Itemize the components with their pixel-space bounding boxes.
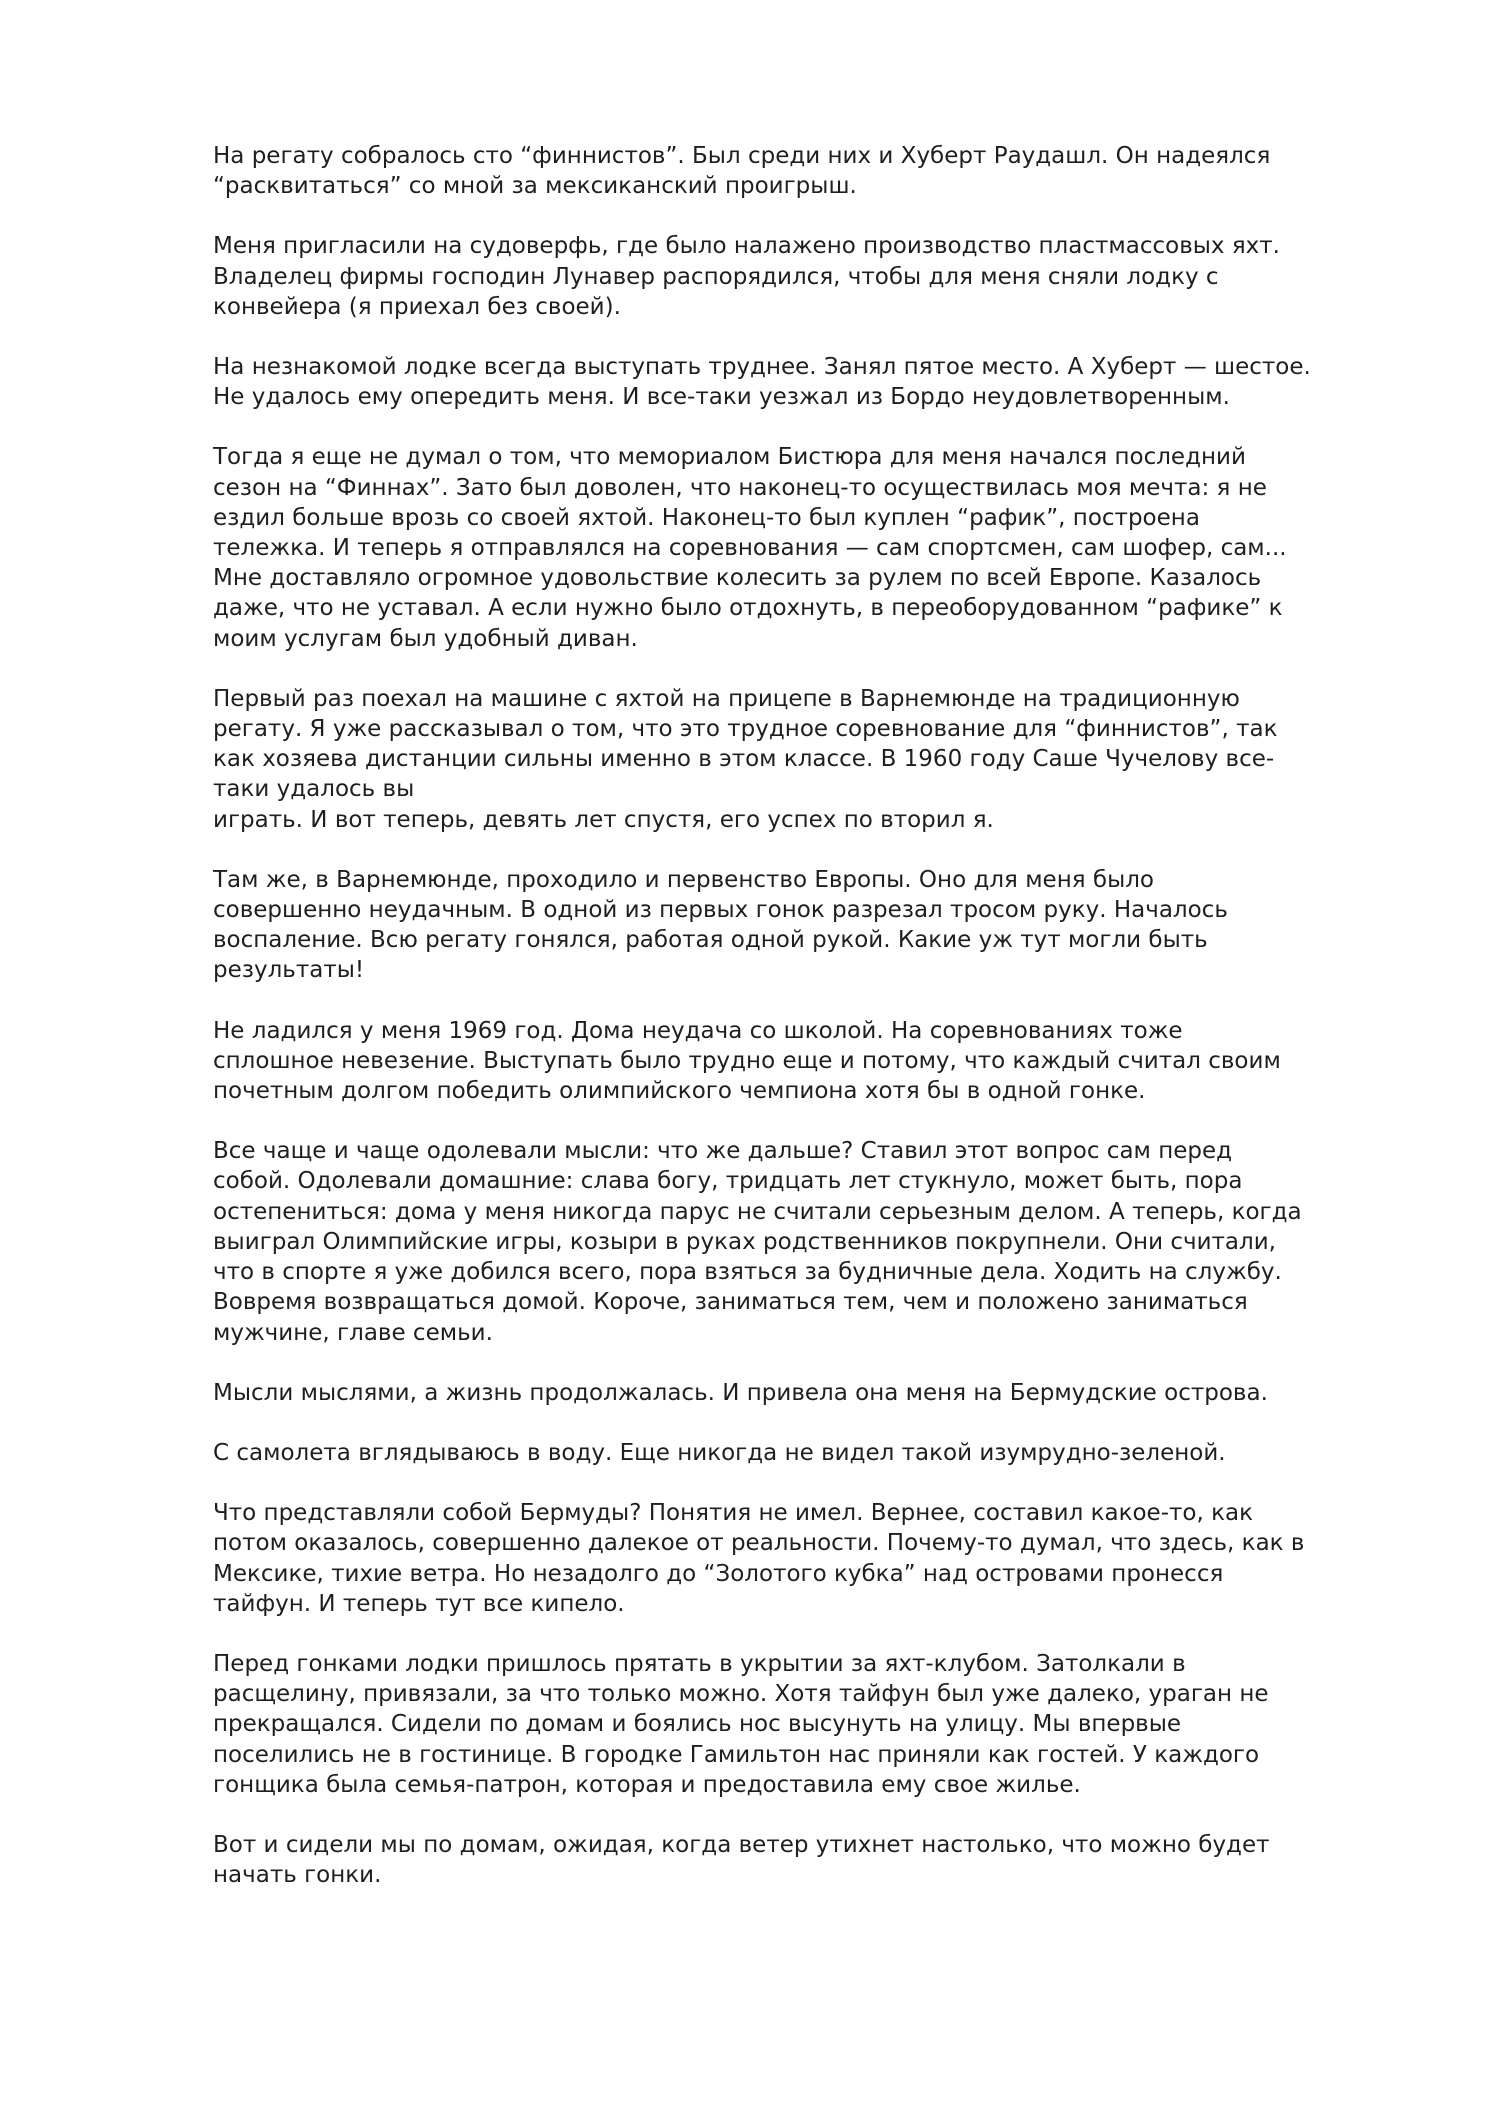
paragraph: Тогда я еще не думал о том, что мемориалом Бистюра для меня начался последний сезон на “Финнах”. Зато был доволен, что наконец-то осуществилась моя мечта: я не ездил больше врозь со своей яхтой. Наконец-то был куплен “рафик”, построена тележка. И теперь я отправлялся на соревнования — сам спортсмен, сам шофер, сам... Мне доставляло огромное удовольствие колесить за рулем по всей Европе. Казалось даже, что не уставал. А если нужно было отдохнуть, в переоборудованном “рафике” к моим услугам был удобный диван. xyxy=(213,444,1287,652)
paragraph: На регату собралось сто “финнистов”. Был среди них и Хуберт Раудашл. Он надеялся “расквитаться” со мной за мексиканский проигрыш. xyxy=(213,143,1271,200)
paragraph: Первый раз поехал на машине с яхтой на прицепе в Варнемюнде на традиционную регату. Я уже рассказывал о том, что это трудное соревнование для “финнистов”, так как хозяева дистанции сильны именно в этом классе. В 1960 году Саше Чучелову все- таки удалось вы играть. И вот теперь, девять лет спустя, его успех по вторил я. xyxy=(213,685,1278,833)
paragraph: На незнакомой лодке всегда выступать труднее. Занял пятое место. А Хуберт — шестое. Не удалось ему опередить меня. И все-таки уезжал из Бордо неудовлетворенным. xyxy=(213,354,1311,411)
paragraph: Мысли мыслями, а жизнь продолжалась. И привела она меня на Бермудские острова. xyxy=(213,1379,1268,1406)
document-body xyxy=(213,141,1398,1920)
paragraph: Там же, в Варнемюнде, проходило и первенство Европы. Оно для меня было совершенно неудачным. В одной из первых гонок разрезал тросом руку. Началось воспаление. Всю регату гонялся, работая одной рукой. Какие уж тут могли быть результаты! xyxy=(213,866,1228,984)
paragraph: Перед гонками лодки пришлось прятать в укрытии за яхт-клубом. Затолкали в расщелину, привязали, за что только можно. Хотя тайфун был уже далеко, ураган не прекращался. Сидели по домам и боялись нос высунуть на улицу. Мы впервые поселились не в гостинице. В городке Гамильтон нас приняли как гостей. У каждого гонщика была семья-патрон, которая и предоставила ему свое жилье. xyxy=(213,1650,1269,1798)
paragraph: Не ладился у меня 1969 год. Дома неудача со школой. На соревнованиях тоже сплошное невезение. Выступать было трудно еще и потому, что каждый считал своим почетным долгом победить олимпийского чемпиона хотя бы в одной гонке. xyxy=(213,1017,1281,1105)
paragraph: Что представляли собой Бермуды? Понятия не имел. Вернее, составил какое-то, как потом оказалось, совершенно далекое от реальности. Почему-то думал, что здесь, как в Мексике, тихие ветра. Но незадолго до “Золотого кубка” над островами пронесся тайфун. И теперь тут все кипело. xyxy=(213,1500,1305,1617)
paragraph: Все чаще и чаще одолевали мысли: что же дальше? Ставил этот вопрос сам перед собой. Одолевали домашние: слава богу, тридцать лет стукнуло, может быть, пора остепениться: дома у меня никогда парус не считали серьезным делом. А теперь, когда выиграл Олимпийские игры, козыри в руках родственников покрупнели. Они считали, что в спорте я уже добился всего, пора взяться за будничные дела. Ходить на службу. Вовремя возвращаться домой. Короче, заниматься тем, чем и положено заниматься мужчине, главе семьи. xyxy=(213,1138,1302,1346)
paragraph: С самолета вглядываюсь в воду. Еще никогда не видел такой изумрудно-зеленой. xyxy=(213,1439,1226,1466)
paragraph: Меня пригласили на судоверфь, где было налажено производство пластмассовых яхт. Владелец фирмы господин Лунавер распорядился, чтобы для меня сняли лодку с конвейера (я приехал без своей). xyxy=(213,233,1280,320)
paragraph: Вот и сидели мы по домам, ожидая, когда ветер утихнет настолько, что можно будет начать гонки. xyxy=(213,1831,1270,1889)
